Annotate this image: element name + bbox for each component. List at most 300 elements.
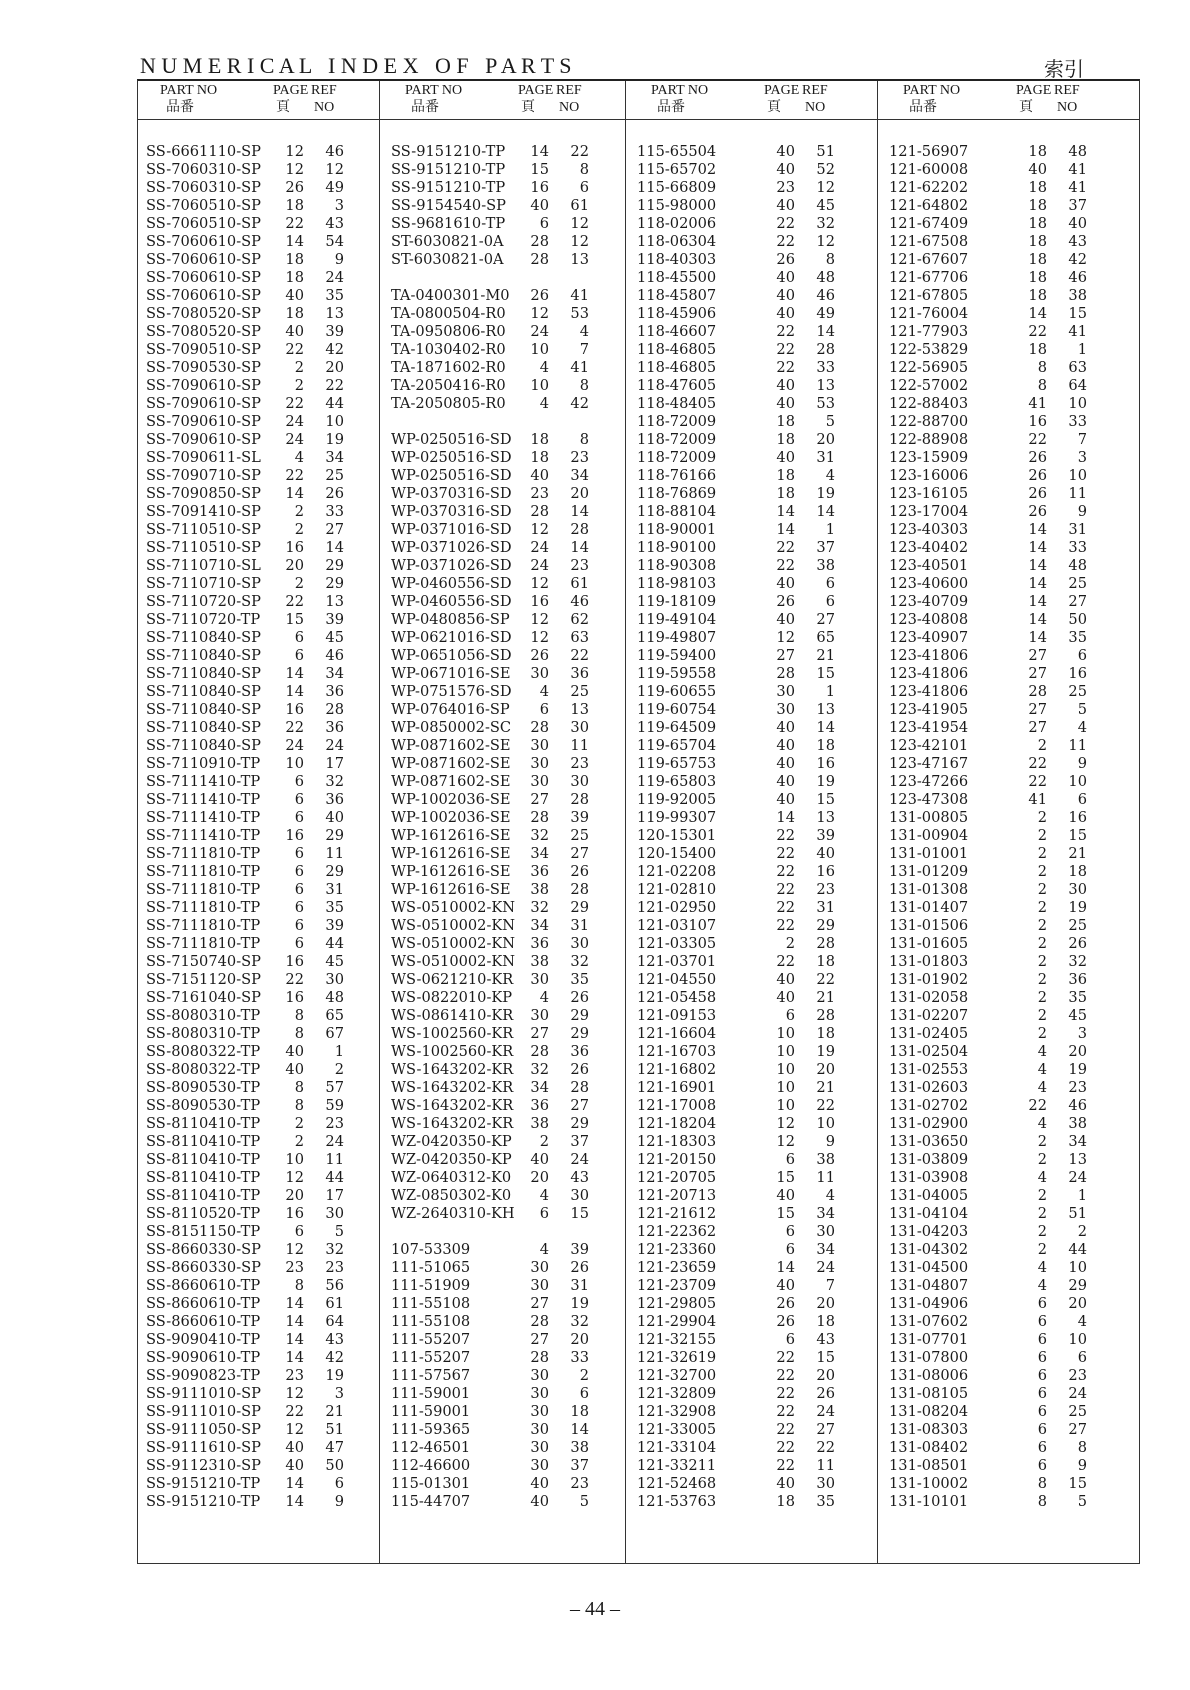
part-number: 123-16105	[889, 485, 969, 502]
page-number-cell: 30	[530, 1457, 549, 1474]
page-number-cell: 40	[776, 719, 795, 736]
part-number: 121-16703	[637, 1043, 717, 1060]
ref-number-cell: 44	[1068, 1241, 1087, 1258]
part-number: WS-1643202-KR	[391, 1079, 514, 1096]
index-row	[146, 917, 376, 935]
page-number-cell: 18	[776, 467, 795, 484]
part-number: SS-7060310-SP	[146, 161, 261, 178]
ref-number-cell: 12	[325, 161, 344, 178]
header-part-no-jp: 品番	[166, 100, 194, 115]
page-number-cell: 24	[285, 737, 304, 754]
part-number: WS-0510002-KN	[391, 899, 516, 916]
part-number: SS-7111410-TP	[146, 827, 261, 844]
ref-number-cell: 64	[325, 1313, 344, 1330]
ref-number-cell: 34	[325, 449, 344, 466]
page-number-cell: 40	[776, 269, 795, 286]
ref-number-cell: 42	[325, 341, 344, 358]
index-row	[637, 575, 867, 593]
ref-number-cell: 29	[570, 1025, 589, 1042]
part-number: WP-0480856-SP	[391, 611, 510, 628]
index-row	[637, 1097, 867, 1115]
part-number: 121-67805	[889, 287, 969, 304]
ref-number-cell: 20	[325, 359, 344, 376]
part-number: WS-0621210-KR	[391, 971, 514, 988]
index-row	[146, 1223, 376, 1241]
ref-number-cell: 32	[816, 215, 835, 232]
part-number: 118-47605	[637, 377, 717, 394]
ref-number-cell: 14	[325, 539, 344, 556]
part-number: WZ-0850302-K0	[391, 1187, 512, 1204]
index-row	[889, 269, 1119, 287]
part-number: 121-32155	[637, 1331, 717, 1348]
page-number-cell: 12	[776, 1133, 795, 1150]
index-row	[146, 359, 376, 377]
ref-number-cell: 13	[816, 377, 835, 394]
part-number: 121-23709	[637, 1277, 717, 1294]
ref-number-cell: 34	[570, 467, 589, 484]
index-row	[889, 755, 1119, 773]
index-row	[391, 665, 621, 683]
part-number: SS-8090530-TP	[146, 1097, 261, 1114]
index-row	[889, 1223, 1119, 1241]
page-number-cell: 40	[776, 197, 795, 214]
page-number-cell: 40	[776, 287, 795, 304]
ref-number-cell: 31	[570, 917, 589, 934]
ref-number-cell: 25	[570, 827, 589, 844]
ref-number-cell: 51	[325, 1421, 344, 1438]
index-row	[889, 1403, 1119, 1421]
part-number: ST-6030821-0A	[391, 233, 504, 250]
ref-number-cell: 31	[816, 899, 835, 916]
index-row	[146, 1187, 376, 1205]
ref-number-cell: 6	[825, 575, 835, 592]
page-number-cell: 8	[294, 1277, 304, 1294]
index-row	[889, 809, 1119, 827]
index-row	[889, 971, 1119, 989]
page-number-cell: 40	[776, 791, 795, 808]
part-number: WP-0250516-SD	[391, 449, 512, 466]
page-number-cell: 14	[285, 1331, 304, 1348]
page-number-cell: 24	[285, 413, 304, 430]
part-number: 118-90100	[637, 539, 717, 556]
index-row	[889, 251, 1119, 269]
part-number: SS-8660610-TP	[146, 1295, 261, 1312]
part-number: 123-40501	[889, 557, 969, 574]
page-number-cell: 10	[776, 1097, 795, 1114]
part-number: 118-46805	[637, 359, 717, 376]
part-number: 123-40907	[889, 629, 969, 646]
part-number: 112-46600	[391, 1457, 471, 1474]
page-number-cell: 2	[1037, 1151, 1047, 1168]
ref-number-cell: 10	[816, 1115, 835, 1132]
part-number: 131-02058	[889, 989, 969, 1006]
page-number-cell: 22	[776, 1367, 795, 1384]
page-number-cell: 16	[285, 539, 304, 556]
page-number-cell: 6	[539, 701, 549, 718]
header-ref-no: NO	[559, 100, 580, 115]
index-row	[889, 1007, 1119, 1025]
index-row	[146, 1169, 376, 1187]
page-number-cell: 23	[285, 1259, 304, 1276]
page-number-cell: 40	[776, 143, 795, 160]
part-number: WP-0671016-SE	[391, 665, 511, 682]
part-number: 118-40303	[637, 251, 717, 268]
part-number: 121-29805	[637, 1295, 717, 1312]
part-number: SS-9151210-TP	[391, 179, 506, 196]
index-row	[146, 521, 376, 539]
part-number: 121-23659	[637, 1259, 717, 1276]
part-number: 131-10101	[889, 1493, 969, 1510]
index-row	[637, 1385, 867, 1403]
page-number-cell: 6	[1037, 1385, 1047, 1402]
page-number-cell: 14	[776, 1259, 795, 1276]
part-number: WP-0871602-SE	[391, 737, 511, 754]
page-number-cell: 14	[285, 485, 304, 502]
part-number: 119-49104	[637, 611, 717, 628]
index-row	[146, 305, 376, 323]
page-number-cell: 26	[1028, 467, 1047, 484]
part-number: SS-7090530-SP	[146, 359, 261, 376]
page-number-cell: 22	[776, 899, 795, 916]
part-number: SS-8080310-TP	[146, 1007, 261, 1024]
index-row	[391, 953, 621, 971]
ref-number-cell: 16	[1068, 809, 1087, 826]
index-row	[637, 413, 867, 431]
page-number-cell: 22	[285, 719, 304, 736]
part-number: 131-07602	[889, 1313, 969, 1330]
index-row	[637, 755, 867, 773]
page-number-cell: 4	[1037, 1061, 1047, 1078]
part-number: WS-0822010-KP	[391, 989, 513, 1006]
page-number-cell: 14	[1028, 611, 1047, 628]
ref-number-cell: 26	[570, 989, 589, 1006]
part-number: 123-47308	[889, 791, 969, 808]
page-number-cell: 34	[530, 1079, 549, 1096]
index-row	[146, 467, 376, 485]
index-row	[889, 1241, 1119, 1259]
index-row	[889, 1169, 1119, 1187]
page-number-cell: 30	[530, 1439, 549, 1456]
ref-number-cell: 48	[816, 269, 835, 286]
index-row	[637, 989, 867, 1007]
page-number-cell: 22	[776, 1403, 795, 1420]
index-row	[391, 179, 621, 197]
ref-number-cell: 27	[570, 845, 589, 862]
ref-number-cell: 37	[570, 1457, 589, 1474]
ref-number-cell: 30	[570, 773, 589, 790]
index-row	[391, 1349, 621, 1367]
ref-number-cell: 18	[816, 1313, 835, 1330]
page-number-cell: 4	[1037, 1079, 1047, 1096]
page-number-cell: 26	[530, 647, 549, 664]
part-number: WP-0460556-SD	[391, 575, 512, 592]
index-row	[146, 287, 376, 305]
ref-number-cell: 40	[325, 809, 344, 826]
page-number-cell: 15	[776, 1205, 795, 1222]
index-row	[637, 1493, 867, 1511]
header-ref: REF	[1054, 83, 1080, 98]
ref-number-cell: 28	[570, 521, 589, 538]
part-number: SS-7111810-TP	[146, 845, 261, 862]
page-number-cell: 2	[1037, 1241, 1047, 1258]
ref-number-cell: 10	[1068, 1331, 1087, 1348]
part-number: SS-8660610-TP	[146, 1277, 261, 1294]
ref-number-cell: 46	[325, 647, 344, 664]
ref-number-cell: 6	[1077, 647, 1087, 664]
page-number-cell: 2	[1037, 809, 1047, 826]
page-number-cell: 10	[285, 1151, 304, 1168]
ref-number-cell: 53	[570, 305, 589, 322]
page-number-cell: 24	[530, 539, 549, 556]
index-row	[146, 1115, 376, 1133]
ref-number-cell: 29	[570, 1007, 589, 1024]
index-row	[889, 1493, 1119, 1511]
ref-number-cell: 15	[816, 1349, 835, 1366]
part-number: SS-7060610-SP	[146, 233, 261, 250]
part-number: WP-0871602-SE	[391, 755, 511, 772]
page-number-cell: 12	[530, 575, 549, 592]
header-part-no: PART NO	[651, 83, 709, 98]
index-row	[391, 791, 621, 809]
index-row	[391, 233, 621, 251]
index-row	[391, 485, 621, 503]
part-number: 115-44707	[391, 1493, 471, 1510]
index-row	[391, 359, 621, 377]
ref-number-cell: 4	[1077, 719, 1087, 736]
page-number-cell: 6	[1037, 1349, 1047, 1366]
ref-number-cell: 26	[816, 1385, 835, 1402]
part-number: 121-18204	[637, 1115, 717, 1132]
ref-number-cell: 9	[825, 1133, 835, 1150]
page-number-cell: 14	[1028, 305, 1047, 322]
page-number-cell: 22	[776, 1349, 795, 1366]
header-part-no-jp: 品番	[411, 100, 439, 115]
ref-number-cell: 49	[816, 305, 835, 322]
index-row	[391, 827, 621, 845]
index-row	[146, 557, 376, 575]
part-number: SS-7111810-TP	[146, 863, 261, 880]
part-number: SS-8660330-SP	[146, 1241, 261, 1258]
page-number-cell: 12	[285, 143, 304, 160]
ref-number-cell: 24	[1068, 1385, 1087, 1402]
page-number-cell: 36	[530, 1097, 549, 1114]
part-number: 123-40402	[889, 539, 969, 556]
page-number-cell: 12	[285, 1241, 304, 1258]
page-number-cell: 6	[294, 845, 304, 862]
ref-number-cell: 57	[325, 1079, 344, 1096]
part-number: 131-08402	[889, 1439, 969, 1456]
index-row	[637, 251, 867, 269]
ref-number-cell: 61	[570, 575, 589, 592]
part-number: 121-20150	[637, 1151, 717, 1168]
ref-number-cell: 67	[325, 1025, 344, 1042]
part-number: 131-02900	[889, 1115, 969, 1132]
part-number: 131-10002	[889, 1475, 969, 1492]
page-number-cell: 2	[1037, 737, 1047, 754]
ref-number-cell: 32	[325, 773, 344, 790]
index-row	[146, 791, 376, 809]
page-number-cell: 40	[530, 197, 549, 214]
page-number-cell: 41	[1028, 395, 1047, 412]
page-number-cell: 22	[285, 593, 304, 610]
ref-number-cell: 29	[325, 827, 344, 844]
page-number-cell: 2	[294, 575, 304, 592]
index-row	[637, 1169, 867, 1187]
page-number-cell: 40	[530, 1151, 549, 1168]
page-number-cell: 40	[285, 1061, 304, 1078]
ref-number-cell: 46	[1068, 269, 1087, 286]
part-number: SS-9151210-TP	[391, 143, 506, 160]
index-row	[391, 935, 621, 953]
ref-number-cell: 22	[816, 1097, 835, 1114]
index-row	[391, 575, 621, 593]
part-number: 121-77903	[889, 323, 969, 340]
index-row	[391, 1169, 621, 1187]
page-number-cell: 22	[776, 827, 795, 844]
ref-number-cell: 11	[1068, 485, 1087, 502]
ref-number-cell: 39	[570, 1241, 589, 1258]
page-number-cell: 8	[1037, 1475, 1047, 1492]
page-number-cell: 12	[285, 1169, 304, 1186]
index-row	[146, 1097, 376, 1115]
index-row	[391, 863, 621, 881]
page-number-cell: 12	[285, 161, 304, 178]
page-number-cell: 2	[1037, 881, 1047, 898]
page-number-cell: 32	[530, 899, 549, 916]
page-number-cell: 27	[1028, 665, 1047, 682]
index-row	[637, 1313, 867, 1331]
page-number-cell: 22	[1028, 431, 1047, 448]
page-number-cell: 20	[285, 557, 304, 574]
index-row	[146, 1061, 376, 1079]
ref-number-cell: 41	[1068, 161, 1087, 178]
part-number: 131-04807	[889, 1277, 969, 1294]
ref-number-cell: 6	[825, 593, 835, 610]
ref-number-cell: 36	[570, 1043, 589, 1060]
page-number-cell: 28	[530, 1349, 549, 1366]
index-row	[889, 1367, 1119, 1385]
page-number-cell: 16	[285, 989, 304, 1006]
index-row	[391, 1277, 621, 1295]
page-number-cell: 28	[776, 665, 795, 682]
ref-number-cell: 30	[325, 971, 344, 988]
page-number-cell: 18	[776, 485, 795, 502]
page-number-cell: 6	[294, 809, 304, 826]
part-number: SS-9151210-TP	[391, 161, 506, 178]
ref-number-cell: 43	[1068, 233, 1087, 250]
part-number: 123-47266	[889, 773, 969, 790]
part-number: TA-0400301-M0	[391, 287, 510, 304]
ref-number-cell: 9	[1077, 503, 1087, 520]
index-row	[637, 557, 867, 575]
part-number: 118-02006	[637, 215, 717, 232]
header-ref-no: NO	[805, 100, 826, 115]
index-row	[146, 989, 376, 1007]
ref-number-cell: 41	[570, 359, 589, 376]
index-row	[637, 269, 867, 287]
part-number: 131-01605	[889, 935, 969, 952]
ref-number-cell: 9	[334, 1493, 344, 1510]
index-row	[391, 1259, 621, 1277]
part-number: SS-7110840-SP	[146, 701, 261, 718]
index-row	[146, 755, 376, 773]
part-number: SS-7110840-SP	[146, 737, 261, 754]
part-number: TA-2050805-R0	[391, 395, 506, 412]
index-row	[637, 1349, 867, 1367]
ref-number-cell: 44	[325, 395, 344, 412]
index-row	[391, 1367, 621, 1385]
part-number: SS-9154540-SP	[391, 197, 506, 214]
page-number-cell: 22	[776, 359, 795, 376]
page-number-cell: 6	[785, 1007, 795, 1024]
ref-number-cell: 18	[816, 737, 835, 754]
index-row	[146, 143, 376, 161]
part-number: 121-33005	[637, 1421, 717, 1438]
page-number-cell: 18	[530, 449, 549, 466]
index-row	[146, 1493, 376, 1511]
index-row	[146, 1457, 376, 1475]
part-number: 123-40709	[889, 593, 969, 610]
part-number: 121-33211	[637, 1457, 717, 1474]
ref-number-cell: 29	[570, 899, 589, 916]
page-number-cell: 2	[1037, 917, 1047, 934]
index-row	[146, 413, 376, 431]
part-number: 121-20705	[637, 1169, 717, 1186]
part-number: SS-7110510-SP	[146, 539, 261, 556]
ref-number-cell: 39	[325, 917, 344, 934]
page-number-cell: 4	[294, 449, 304, 466]
ref-number-cell: 33	[1068, 539, 1087, 556]
part-number: 118-72009	[637, 413, 717, 430]
column-header-group	[383, 81, 623, 119]
index-row	[391, 395, 621, 413]
part-number: 131-01803	[889, 953, 969, 970]
index-row	[391, 197, 621, 215]
page-number-cell: 27	[530, 1331, 549, 1348]
part-number: 123-41806	[889, 665, 969, 682]
page-number-cell: 32	[530, 1061, 549, 1078]
page-number-cell: 2	[294, 1133, 304, 1150]
index-row	[391, 1007, 621, 1025]
index-row	[637, 647, 867, 665]
header-part-no: PART NO	[903, 83, 961, 98]
part-number: WP-0371016-SD	[391, 521, 512, 538]
page-number-cell: 22	[285, 395, 304, 412]
page-number-cell: 40	[530, 1475, 549, 1492]
part-number: SS-7161040-SP	[146, 989, 261, 1006]
part-number: 120-15400	[637, 845, 717, 862]
page-number-cell: 30	[530, 1421, 549, 1438]
ref-number-cell: 42	[570, 395, 589, 412]
index-row	[391, 1187, 621, 1205]
page-number-cell: 18	[1028, 341, 1047, 358]
ref-number-cell: 36	[325, 719, 344, 736]
page-number-cell: 2	[1037, 863, 1047, 880]
part-number: SS-7060610-SP	[146, 251, 261, 268]
part-number: 121-03701	[637, 953, 717, 970]
part-number: 131-01308	[889, 881, 969, 898]
ref-number-cell: 19	[816, 1043, 835, 1060]
ref-number-cell: 33	[570, 1349, 589, 1366]
page-number-cell: 22	[776, 881, 795, 898]
index-row	[889, 539, 1119, 557]
part-number: 118-90308	[637, 557, 717, 574]
page-number-cell: 26	[776, 251, 795, 268]
part-number: WP-0621016-SD	[391, 629, 512, 646]
ref-number-cell: 63	[570, 629, 589, 646]
page-number-cell: 6	[294, 863, 304, 880]
page-number-cell: 6	[1037, 1421, 1047, 1438]
